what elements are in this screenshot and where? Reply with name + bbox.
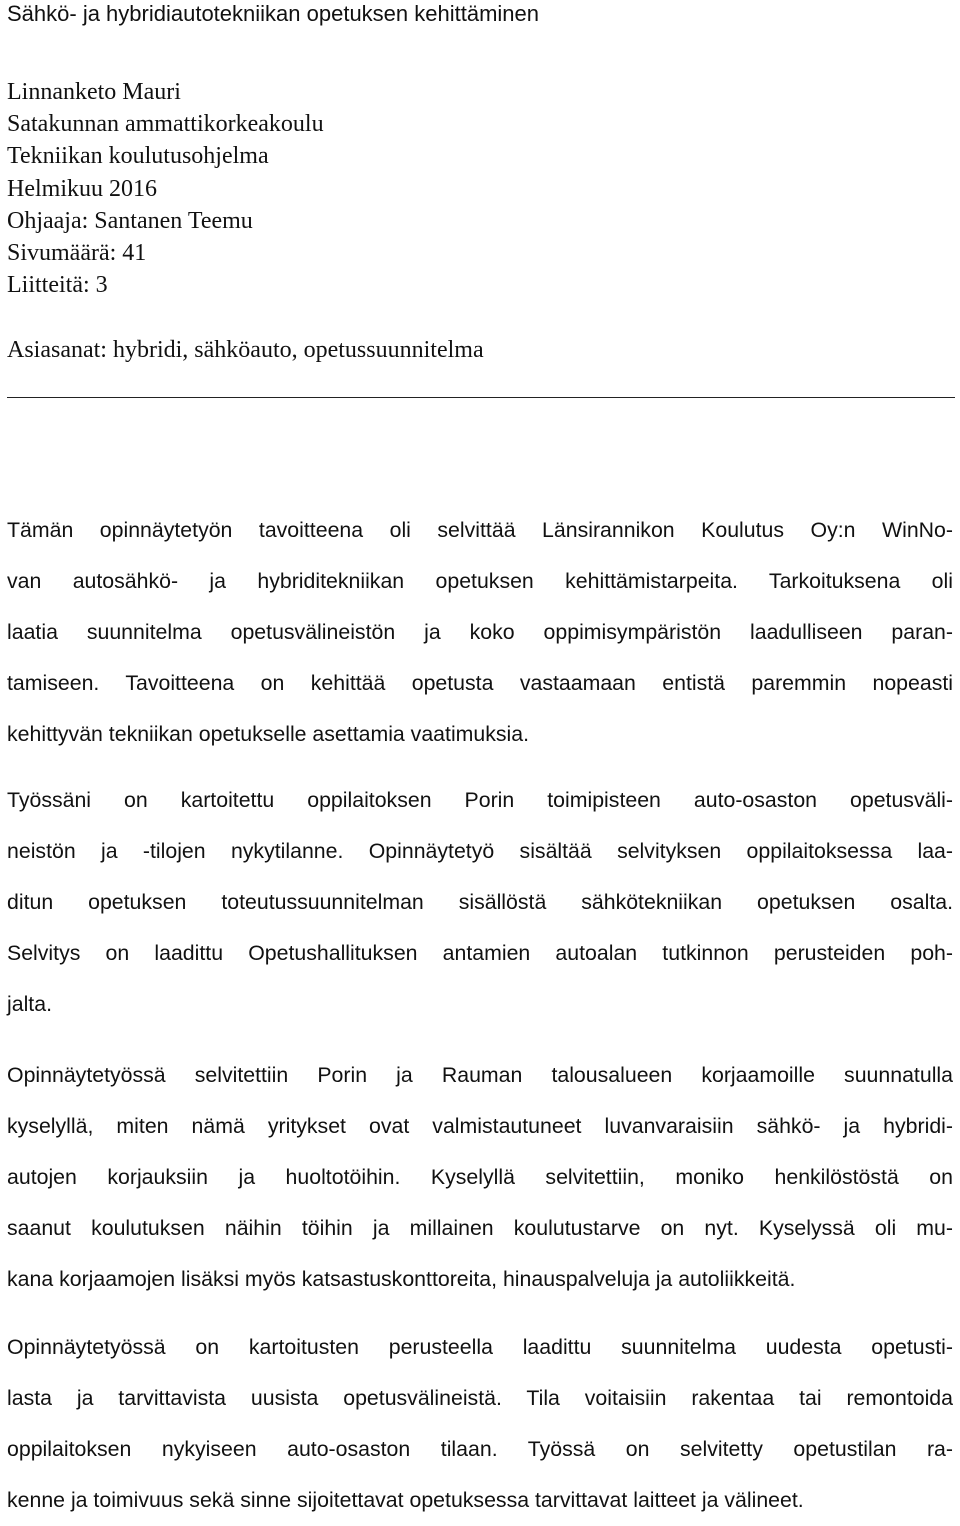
- institution-name: Satakunnan ammattikorkeakoulu: [7, 111, 324, 138]
- paragraph-line: autojen korjauksiin ja huoltotöihin. Kyselyllä selvitettiin, moniko henkilöstöstä on: [7, 1165, 953, 1189]
- keywords-line: Asiasanat: hybridi, sähköauto, opetussuunnitelma: [7, 337, 484, 363]
- abstract-paragraph: [7, 775, 953, 1030]
- paragraph-line: oppilaitoksen nykyiseen auto-osaston tilaan. Työssä on selvitetty opetustilan ra-: [7, 1437, 953, 1461]
- document-title: Sähkö- ja hybridiautotekniikan opetuksen kehittäminen: [7, 1, 539, 26]
- abstract-paragraph: [7, 1050, 953, 1305]
- paragraph-line: ditun opetuksen toteutussuunnitelman sisällöstä sähkötekniikan opetuksen osalta.: [7, 890, 953, 914]
- paragraph-line: kyselyllä, miten nämä yritykset ovat valmistautuneet luvanvaraisiin sähkö- ja hybridi-: [7, 1114, 953, 1138]
- paragraph-line: saanut koulutuksen näihin töihin ja millainen koulutustarve on nyt. Kyselyssä oli mu-: [7, 1216, 953, 1240]
- paragraph-line: laatia suunnitelma opetusvälineistön ja koko oppimisympäristön laadulliseen paran-: [7, 620, 953, 644]
- publication-date: Helmikuu 2016: [7, 175, 157, 202]
- paragraph-line: tamiseen. Tavoitteena on kehittää opetusta vastaamaan entistä paremmin nopeasti: [7, 671, 953, 695]
- author-name: Linnanketo Mauri: [7, 79, 181, 105]
- paragraph-line: neistön ja -tilojen nykytilanne. Opinnäytetyö sisältää selvityksen oppilaitoksessa laa-: [7, 839, 953, 863]
- paragraph-line: Selvitys on laadittu Opetushallituksen antamien autoalan tutkinnon perusteiden poh-: [7, 941, 953, 965]
- paragraph-line: kana korjaamojen lisäksi myös katsastuskonttoreita, hinauspalveluja ja autoliikkeitä.: [7, 1267, 796, 1291]
- paragraph-line: kenne ja toimivuus sekä sinne sijoitettavat opetuksessa tarvittavat laitteet ja välineet.: [7, 1488, 804, 1512]
- paragraph-line: Työssäni on kartoitettu oppilaitoksen Porin toimipisteen auto-osaston opetusväli-: [7, 788, 953, 812]
- page-count: Sivumäärä: 41: [7, 240, 147, 267]
- supervisor: Ohjaaja: Santanen Teemu: [7, 207, 253, 234]
- section-divider: [7, 397, 955, 398]
- paragraph-line: Tämän opinnäytetyön tavoitteena oli selvittää Länsirannikon Koulutus Oy:n WinNo-: [7, 518, 953, 542]
- paragraph-line: lasta ja tarvittavista uusista opetusvälineistä. Tila voitaisiin rakentaa tai remontoida: [7, 1386, 953, 1410]
- abstract-paragraph: [7, 1322, 953, 1526]
- thesis-metadata: [7, 76, 324, 301]
- appendix-count: Liitteitä: 3: [7, 272, 108, 299]
- paragraph-line: Opinnäytetyössä selvitettiin Porin ja Rauman talousalueen korjaamoille suunnatulla: [7, 1063, 953, 1087]
- paragraph-line: Opinnäytetyössä on kartoitusten perusteella laadittu suunnitelma uudesta opetusti-: [7, 1335, 953, 1359]
- paragraph-line: kehittyvän tekniikan opetukselle asettamia vaatimuksia.: [7, 722, 530, 746]
- degree-programme: Tekniikan koulutusohjelma: [7, 143, 269, 170]
- abstract-paragraph: [7, 505, 953, 760]
- paragraph-line: jalta.: [7, 992, 52, 1016]
- paragraph-line: van autosähkö- ja hybriditekniikan opetuksen kehittämistarpeita. Tarkoituksena oli: [7, 569, 953, 593]
